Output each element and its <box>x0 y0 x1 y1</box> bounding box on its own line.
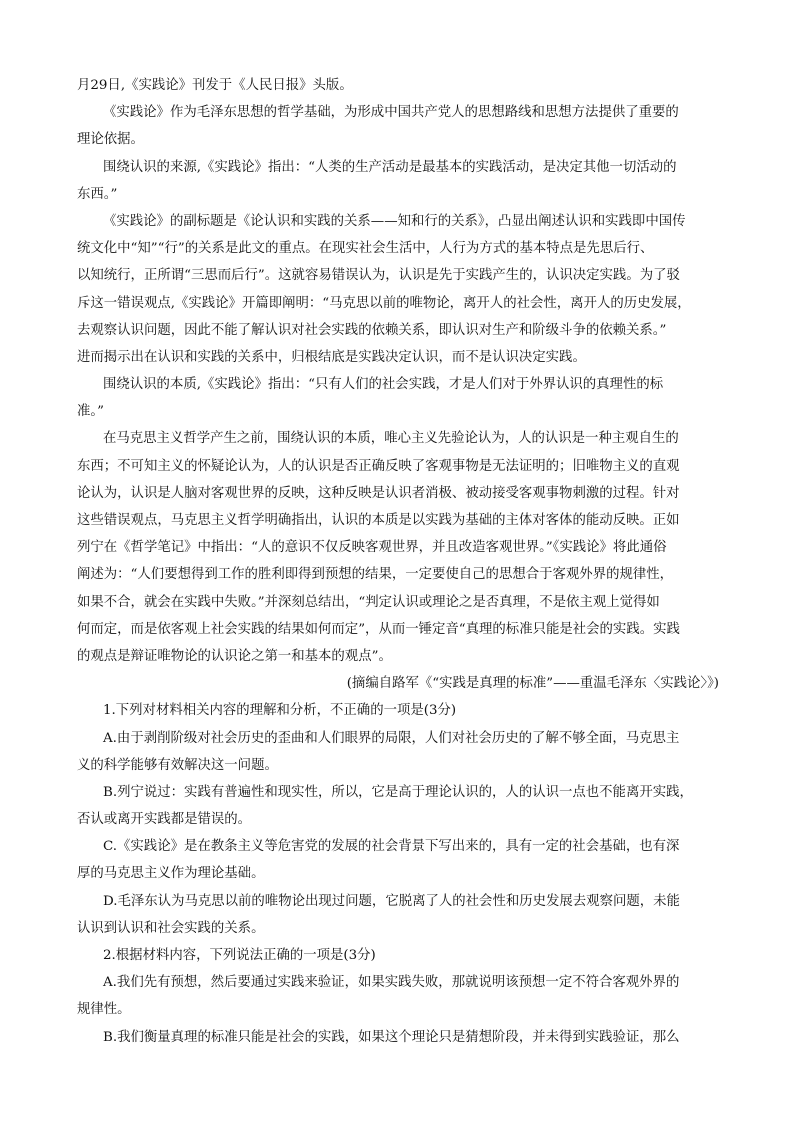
text-line: 去观察认识问题，因此不能了解认识对社会实践的依赖关系，即认识对生产和阶级斗争的依赖关系。” <box>77 322 667 338</box>
text-line: 统文化中“知”“行”的关系是此文的重点。在现实社会生活中，人行为方式的基本特点是先思后行、 <box>77 241 654 257</box>
question-2-option-b: B.我们衡量真理的标准只能是社会的实践，如果这个理论只是猜想阶段，并未得到实践验证，那么 <box>103 1029 680 1045</box>
text-line: 东西；不可知主义的怀疑论认为，人的认识是否正确反映了客观事物是无法证明的；旧唯物主义的直观 <box>77 458 680 474</box>
text-line: 认识到认识和社会实践的关系。 <box>77 920 265 936</box>
question-1-stem: 1.下列对材料相关内容的理解和分析，不正确的一项是(3分) <box>103 703 457 719</box>
text-line: 理论依据。 <box>77 132 144 148</box>
text-line: 以知统行，正所谓“三思而后行”。这就容易错误认为，认识是先于实践产生的，认识决定实践。为了驳 <box>77 268 680 284</box>
question-2-stem: 2.根据材料内容，下列说法正确的一项是(3分) <box>103 948 376 963</box>
text-line: 东西。” <box>77 186 118 202</box>
text-line: 列宁在《哲学笔记》中指出：“人的意识不仅反映客观世界，并且改造客观世界。”《实践论》将此通俗 <box>77 540 667 556</box>
text-line: 的观点是辩证唯物论的认识论之第一和基本的观点”。 <box>77 648 392 664</box>
text-line: 围绕认识的来源,《实践论》指出：“人类的生产活动是最基本的实践活动，是决定其他一切活动的 <box>103 159 677 175</box>
text-line: 厚的马克思主义作为理论基础。 <box>77 866 265 882</box>
text-line: 进而揭示出在认识和实践的关系中，归根结底是实践决定认识，而不是认识决定实践。 <box>77 349 586 365</box>
text-line: 何而定，而是依客观上社会实践的结果如何而定”，从而一锤定音“真理的标准只能是社会的实践。实践 <box>77 621 680 637</box>
text-line: 在马克思主义哲学产生之前，围绕认识的本质，唯心主义先验论认为，人的认识是一种主观自生的 <box>103 431 679 447</box>
question-1-option-c: C.《实践论》是在教条主义等危害党的发展的社会背景下写出来的，具有一定的社会基础，也有深 <box>103 839 680 855</box>
source-citation: (摘编自路军《“实践是真理的标准”——重温毛泽东〈实践论〉》) <box>346 676 719 692</box>
text-line: 围绕认识的本质,《实践论》指出：“只有人们的社会实践，才是人们对于外界认识的真理性的标 <box>103 377 664 393</box>
text-line: 《实践论》的副标题是《论认识和实践的关系——知和行的关系》，凸显出阐述认识和实践即中国传 <box>103 213 686 229</box>
text-line: 论认为，认识是人脑对客观世界的反映，这种反映是认识者消极、被动接受客观事物刺激的过程。针对 <box>77 485 680 501</box>
text-line: 《实践论》作为毛泽东思想的哲学基础，为形成中国共产党人的思想路线和思想方法提供了重要的 <box>103 105 679 121</box>
question-1-option-b: B.列宁说过：实践有普遍性和现实性，所以，它是高于理论认识的，人的认识一点也不能离开实践， <box>103 784 693 800</box>
text-line: 月29日,《实践论》刊发于《人民日报》头版。 <box>77 78 353 93</box>
text-line: 否认或离开实践都是错误的。 <box>77 812 252 828</box>
question-1-option-a: A.由于剥削阶级对社会历史的歪曲和人们眼界的局限，人们对社会历史的了解不够全面，马克思主 <box>103 730 680 746</box>
text-line: 义的科学能够有效解决这一问题。 <box>77 757 278 773</box>
document-page <box>77 72 721 1051</box>
text-line: 如果不合，就会在实践中失败。”并深刻总结出，“判定认识或理论之是否真理，不是依主观上觉得如 <box>77 594 660 610</box>
question-2-option-a: A.我们先有预想，然后要通过实践来验证，如果实践失败，那就说明该预想一定不符合客观外界的 <box>103 975 680 991</box>
text-line: 准。” <box>77 404 104 420</box>
text-line: 阐述为：“人们要想得到工作的胜利即得到预想的结果，一定要使自己的思想合于客观外界的规律性， <box>77 567 674 583</box>
question-1-option-d: D.毛泽东认为马克思以前的唯物论出现过问题，它脱离了人的社会性和历史发展去观察问题，未能 <box>103 893 680 909</box>
text-line: 这些错误观点，马克思主义哲学明确指出，认识的本质是以实践为基础的主体对客体的能动反映。正如 <box>77 513 680 528</box>
text-line: 规律性。 <box>77 1002 131 1018</box>
text-line: 斥这一错误观点,《实践论》开篇即阐明：“马克思以前的唯物论，离开人的社会性，离开人的历史发展， <box>77 295 691 311</box>
